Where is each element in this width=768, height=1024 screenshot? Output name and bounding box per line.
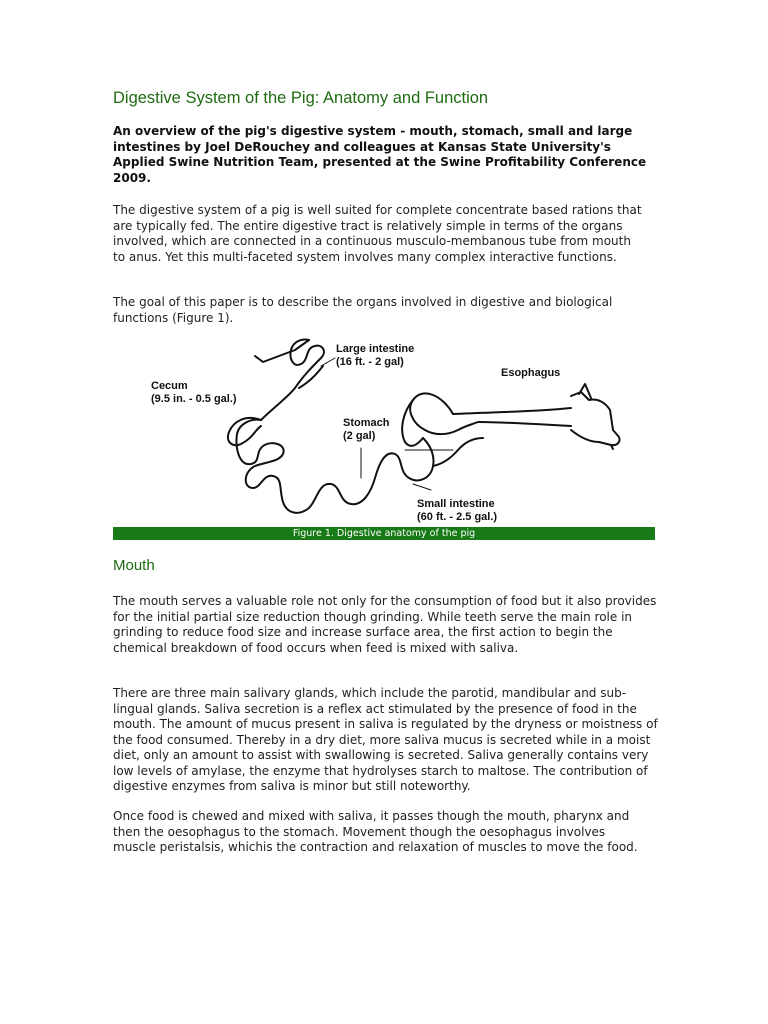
cecum-label: Cecum (9.5 in. - 0.5 gal.) (151, 380, 237, 405)
large-intestine-label: Large intestine (16 ft. - 2 gal) (336, 343, 415, 368)
esophagus-label: Esophagus (501, 367, 561, 379)
small-intestine-path (237, 420, 434, 513)
stomach-label: Stomach (2 gal) (343, 417, 390, 442)
digestive-anatomy-figure (113, 338, 655, 526)
mouth-paragraph-2: There are three main salivary glands, which include the parotid, mandibular and sub-lingual glands. Saliva secretion is a reflex act stimulated by the presence of food in the mouth. The amount of mucus present in saliva is regulated by the dryness or moistness of the food consumed. Thereby in a dry diet, more saliva mucus is secreted while in a moist diet, only an amount to assist with swallowing is secreted. Saliva generally contains very low levels of amylase, the enzyme that hydrolyses starch to maltose. The contribution of digestive enzymes from saliva is minor but still noteworthy. (113, 686, 658, 793)
cecum-outline (228, 418, 261, 445)
article-title: Digestive System of the Pig: Anatomy and Function (113, 89, 489, 107)
article-lead: An overview of the pig's digestive system - mouth, stomach, small and large intestines by Joel DeRouchey and colleagues at Kansas State University's Applied Swine Nutrition Team, presented at the Swine Profitability Conference 2009. (113, 124, 647, 185)
intro-paragraph-1: The digestive system of a pig is well suited for complete concentrate based rations that are typically fed. The entire digestive tract is relatively simple in terms of the organs involved, which are connected in a continuous musculo-membanous tube from mouth to anus. Yet this multi-faceted system involves many complex interactive functions. (113, 203, 642, 264)
pig-head-outline (571, 392, 620, 445)
section-heading-mouth: Mouth (113, 557, 155, 574)
esophagus-outline (453, 408, 571, 426)
mouth-paragraph-1: The mouth serves a valuable role not only for the consumption of food but it also provides for the initial partial size reduction though grinding. While teeth serve the main role in grinding to reduce food size and increase surface area, the first action to begin the chemical breakdown of food occurs when feed is mixed with saliva. (113, 594, 657, 655)
intro-paragraph-2: The goal of this paper is to describe the organs involved in digestive and biological functions (Figure 1). (113, 295, 613, 325)
mouth-paragraph-3: Once food is chewed and mixed with saliva, it passes though the mouth, pharynx and then the oesophagus to the stomach. Movement though the oesophagus involves muscle peristalsis, whichis the contraction and relaxation of muscles to move the food. (113, 809, 638, 854)
figure-caption: Figure 1. Digestive anatomy of the pig (113, 527, 655, 540)
small-intestine-label: Small intestine (60 ft. - 2.5 gal.) (417, 498, 498, 523)
